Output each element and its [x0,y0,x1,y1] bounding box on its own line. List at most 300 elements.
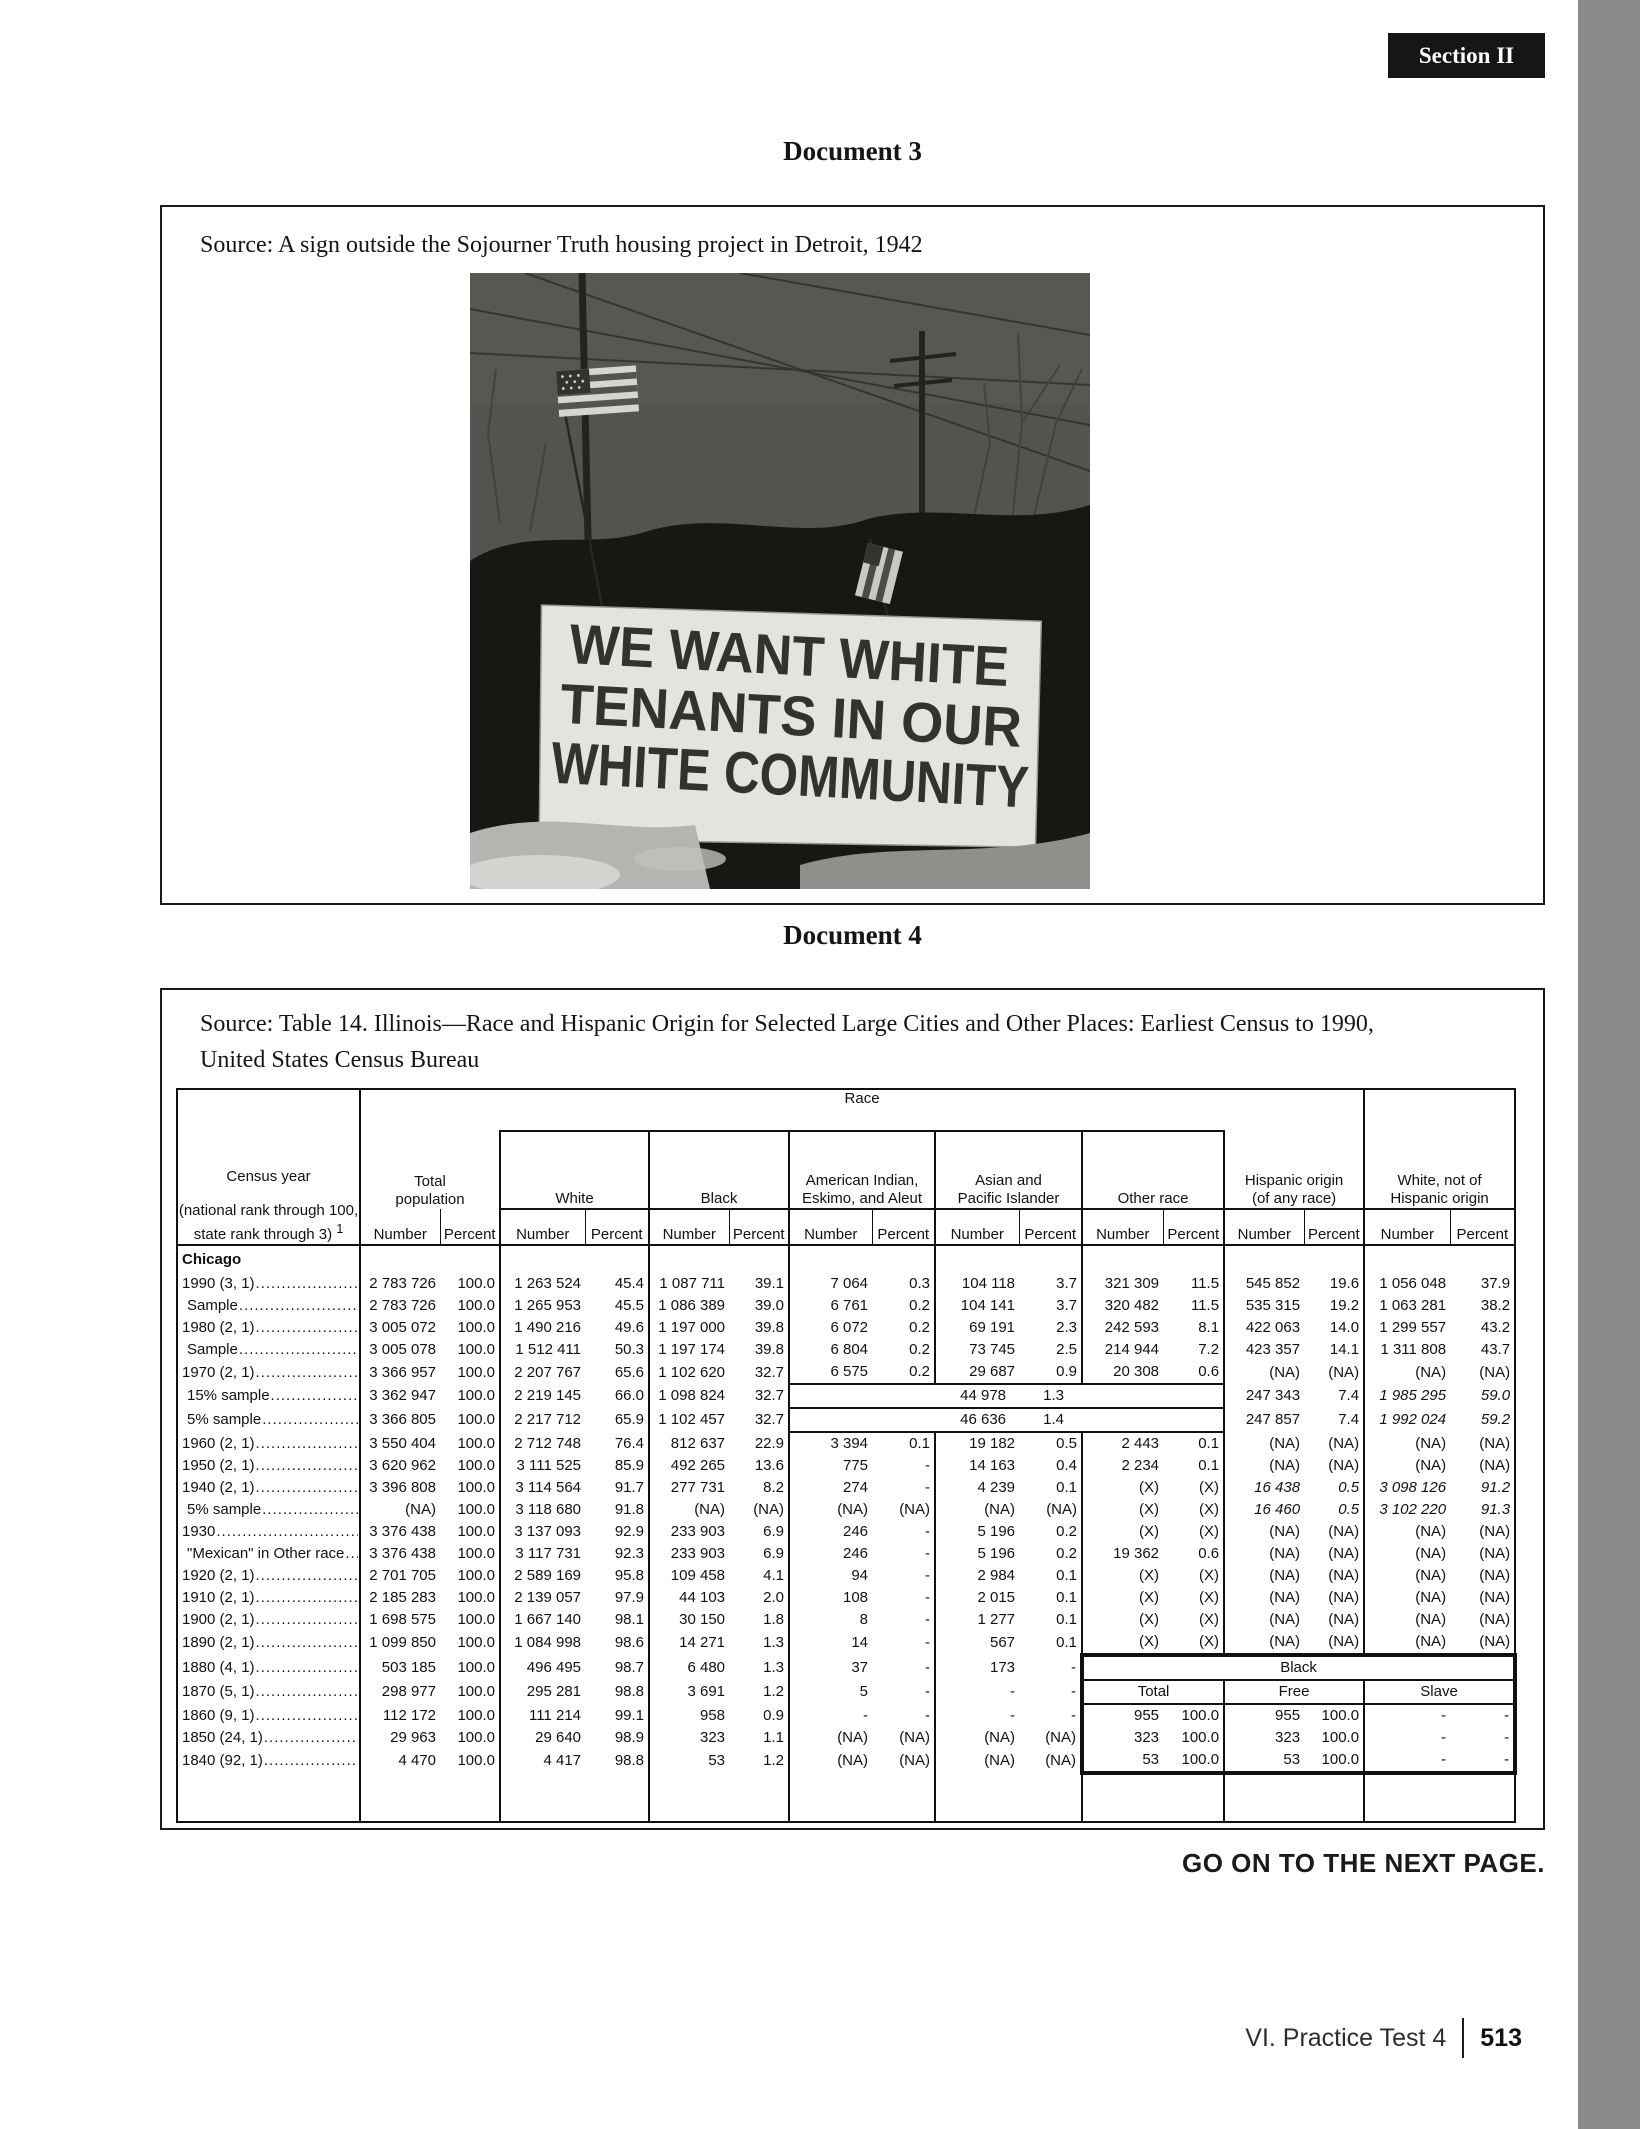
row-label-text: 1990 (3, 1) [182,1275,255,1292]
value-cell: - [925,1658,931,1676]
group-label: American Indian, [805,1172,919,1189]
dot-leader [256,1681,358,1703]
value-cell: 492 265 [649,1455,729,1477]
housing-sign-photo [470,273,1090,889]
dot-leader [262,1499,358,1521]
value-cell: 19.6 [1329,1275,1360,1292]
value-cell: - [925,1683,931,1700]
empty-cell [649,1773,789,1822]
value-cell: 3 117 731 [500,1543,585,1565]
row-label-text: 1900 (2, 1) [182,1611,255,1628]
group-label: Hispanic origin [1244,1172,1344,1189]
percent-header: Percent [1163,1209,1224,1245]
percent-header: Percent [585,1209,649,1245]
value-cell: 214 944 [1082,1339,1163,1361]
value-cell: 98.7 [614,1658,645,1676]
value-cell: 323 [649,1727,729,1749]
table-row [177,1499,1515,1521]
value-cell: 3.7 [1056,1275,1078,1292]
sign-line-2: TENANTS IN OUR [558,671,936,755]
value-cell: 111 214 [500,1704,585,1727]
black-subtable-value-cell: 955 [1082,1704,1163,1727]
merged-number: 44 978 [960,1387,1007,1404]
value-cell: 3 366 805 [360,1408,440,1432]
value-cell: 13.6 [754,1457,785,1474]
row-label-text: Sample [187,1341,238,1358]
value-cell: (X) [1199,1589,1220,1606]
black-subtable-value-cell: - [1450,1704,1515,1727]
value-cell: 320 482 [1082,1295,1163,1317]
value-cell: (X) [1199,1611,1220,1628]
value-cell: 5 196 [935,1543,1019,1565]
value-cell: 100.0 [457,1457,496,1474]
value-cell: 14.0 [1329,1319,1360,1336]
value-cell: - [935,1704,1019,1727]
row-label [177,1245,360,1273]
value-cell: 1 265 953 [500,1295,585,1317]
value-cell: 0.2 [909,1341,931,1358]
value-cell: 0.1 [909,1435,931,1452]
value-cell: 0.5 [1338,1501,1360,1518]
value-cell: (NA) [1479,1589,1511,1606]
value-cell: 1 698 575 [360,1609,440,1631]
table-row [177,1727,1515,1749]
value-cell: 1.2 [763,1683,785,1700]
row-label-inner [182,1499,359,1521]
row-label [177,1317,360,1339]
value-cell: 0.1 [1198,1435,1220,1452]
percent-header: Percent [872,1209,935,1245]
value-cell: 3 376 438 [360,1521,440,1543]
value-cell: (NA) [1224,1432,1304,1455]
us-flag-icon [556,365,639,416]
document4-box [160,988,1545,1830]
value-cell: 2 185 283 [360,1587,440,1609]
value-cell: 92.9 [614,1523,645,1540]
value-cell: 1 512 411 [500,1339,585,1361]
value-cell: 1 311 808 [1364,1339,1450,1361]
table-row [177,1631,1515,1655]
document3-box [160,205,1545,905]
value-cell: 100.0 [457,1567,496,1584]
row-label-text: 15% sample [187,1387,270,1404]
value-cell: (NA) [360,1499,440,1521]
value-cell: - [925,1523,931,1540]
document3-title: Document 3 [783,136,922,166]
row-label [177,1408,360,1432]
value-cell: 32.7 [754,1363,785,1381]
value-cell: (NA) [1224,1543,1304,1565]
row-label-inner [182,1433,359,1455]
row-label [177,1521,360,1543]
value-cell: 14 271 [649,1631,729,1655]
value-cell: 2 712 748 [500,1432,585,1455]
value-cell: (X) [1082,1477,1163,1499]
value-cell: 535 315 [1224,1295,1304,1317]
value-cell: 7.4 [1338,1411,1360,1428]
row-label-text: Sample [187,1297,238,1314]
value-cell: (X) [1082,1609,1163,1631]
value-cell: 0.2 [1056,1523,1078,1540]
row-label-text: 1930 [182,1523,216,1540]
value-cell: 95.8 [614,1567,645,1584]
table-row [177,1749,1515,1773]
value-cell: (NA) [1328,1633,1360,1650]
merged-cell [789,1408,1224,1432]
group-label: Eskimo, and Aleut [801,1190,923,1207]
value-cell: 246 [789,1521,872,1543]
value-cell: 22.9 [754,1434,785,1452]
value-cell: 16 438 [1224,1477,1304,1499]
value-cell: 3 005 078 [360,1339,440,1361]
percent-header: Percent [440,1209,500,1245]
value-cell: 104 141 [935,1295,1019,1317]
value-cell: 3 366 957 [360,1361,440,1384]
row-label-text: 1940 (2, 1) [182,1479,255,1496]
value-cell: 1 098 824 [649,1384,729,1408]
value-cell: 1 102 457 [649,1408,729,1432]
value-cell: 3 005 072 [360,1317,440,1339]
value-cell: (NA) [1479,1611,1511,1628]
row-label-inner [182,1339,359,1361]
value-cell: 65.6 [614,1363,645,1381]
row-label [177,1631,360,1655]
row-label-inner [182,1295,359,1317]
value-cell: 4 470 [360,1749,440,1773]
table-row [177,1704,1515,1727]
value-cell: 100.0 [457,1545,496,1562]
value-cell: 100.0 [457,1297,496,1314]
group-label: Pacific Islander [957,1190,1060,1207]
census-year-label: Census year [226,1168,311,1185]
group-label: Hispanic origin [1390,1190,1489,1207]
value-cell: (X) [1199,1633,1220,1650]
row-label [177,1680,360,1704]
census-rank-text: state rank through 3) [193,1226,333,1243]
black-subtable-value-cell: 100.0 [1163,1749,1224,1773]
value-cell: 100.0 [457,1752,496,1769]
value-cell [1019,1245,1082,1273]
page-footer [560,2018,1522,2058]
value-cell: (NA) [899,1501,931,1518]
value-cell: 30 150 [649,1609,729,1631]
merged-cell [789,1384,1224,1408]
value-cell: 1 063 281 [1364,1295,1450,1317]
value-cell: 100.0 [457,1411,496,1428]
value-cell: 4.1 [763,1567,785,1584]
value-cell: 53 [649,1749,729,1773]
row-label-text: 1970 (2, 1) [182,1363,255,1381]
value-cell: 3.7 [1056,1297,1078,1314]
value-cell: - [925,1457,931,1474]
value-cell [1163,1245,1224,1273]
value-cell [729,1245,789,1273]
value-cell: 422 063 [1224,1317,1304,1339]
value-cell: 3 114 564 [500,1477,585,1499]
value-cell: 2 207 767 [500,1361,585,1384]
value-cell [585,1245,649,1273]
value-cell: 1 277 [935,1609,1019,1631]
empty-cell [789,1773,935,1822]
value-cell: 59.0 [1480,1387,1511,1404]
value-cell: 69 191 [935,1317,1019,1339]
value-cell: (NA) [1224,1631,1304,1655]
row-label-inner [182,1609,359,1631]
number-header: Number [500,1209,585,1245]
row-label-inner [182,1565,359,1587]
value-cell: (NA) [1224,1609,1304,1631]
dot-leader [216,1521,358,1543]
row-label-text: Chicago [182,1251,242,1268]
value-cell: 91.8 [614,1501,645,1518]
dot-leader [345,1543,358,1565]
value-cell: (X) [1082,1587,1163,1609]
value-cell: (X) [1082,1565,1163,1587]
row-label-text: 1860 (9, 1) [182,1706,255,1724]
value-cell: 1 197 000 [649,1317,729,1339]
number-header: Number [789,1209,872,1245]
black-subtable-value-cell: 53 [1224,1749,1304,1773]
row-label [177,1477,360,1499]
table-row [177,1361,1515,1384]
value-cell: 49.6 [614,1319,645,1336]
value-cell: 19.2 [1329,1297,1360,1314]
row-label [177,1499,360,1521]
value-cell: 100.0 [457,1319,496,1336]
value-cell: 50.3 [614,1341,645,1358]
group-label: White, not of [1397,1172,1482,1189]
row-label-text: 1840 (92, 1) [182,1752,263,1769]
table-row [177,1273,1515,1295]
value-cell: 39.0 [754,1297,785,1314]
value-cell: 98.8 [614,1752,645,1769]
footer-chapter-label: VI. Practice Test 4 [1245,2023,1447,2052]
value-cell: 2 589 169 [500,1565,585,1587]
race-header: Race [500,1089,1224,1131]
black-subtable-value-cell: 323 [1082,1727,1163,1749]
value-cell: 0.5 [1056,1435,1078,1452]
value-cell [1304,1245,1364,1273]
row-label [177,1295,360,1317]
value-cell: 39.1 [754,1275,785,1292]
value-cell: 29 963 [360,1727,440,1749]
value-cell: 0.1 [1198,1457,1220,1474]
value-cell: 45.4 [614,1275,645,1292]
value-cell: (NA) [1328,1457,1360,1474]
value-cell: 1 667 140 [500,1609,585,1631]
row-label-text: 1980 (2, 1) [182,1319,255,1336]
row-label-text: 1920 (2, 1) [182,1567,255,1584]
value-cell: (NA) [1224,1521,1304,1543]
table-header-row-race [177,1089,1515,1131]
value-cell: 0.3 [909,1275,931,1292]
value-cell: (NA) [1479,1523,1511,1540]
census-rank-label-2 [178,1220,359,1244]
value-cell: 7.2 [1198,1341,1220,1358]
value-cell: 1.3 [763,1634,785,1651]
value-cell: 1 056 048 [1364,1273,1450,1295]
value-cell: (NA) [1224,1455,1304,1477]
value-cell: (NA) [1479,1457,1511,1474]
go-on-instruction: GO ON TO THE NEXT PAGE. [1181,1848,1545,1878]
value-cell: (NA) [1479,1633,1511,1650]
row-label-inner [182,1273,359,1295]
value-cell: (NA) [1364,1631,1450,1655]
census-rank-label-1: (national rank through 100, [178,1202,359,1219]
value-cell: (NA) [1328,1523,1360,1540]
value-cell: 1 197 174 [649,1339,729,1361]
value-cell: 100.0 [457,1611,496,1628]
empty-cell [500,1773,649,1822]
value-cell: 4 417 [500,1749,585,1773]
value-cell: 6 804 [789,1339,872,1361]
table-row [177,1609,1515,1631]
value-cell: 0.2 [909,1297,931,1314]
row-label-inner [182,1657,359,1679]
value-cell: 2 443 [1082,1432,1163,1455]
value-cell: 98.9 [614,1729,645,1746]
value-cell: 958 [649,1704,729,1727]
value-cell: 45.5 [614,1297,645,1314]
value-cell: 100.0 [457,1434,496,1452]
value-cell: 100.0 [457,1729,496,1746]
value-cell: 0.6 [1198,1363,1220,1380]
value-cell: 100.0 [457,1501,496,1518]
value-cell: 2 701 705 [360,1565,440,1587]
value-cell: 0.5 [1338,1479,1360,1496]
value-cell: - [1071,1706,1077,1724]
value-cell: (NA) [1045,1729,1077,1746]
group-label: Total [414,1173,446,1190]
row-label-text: 5% sample [187,1501,262,1518]
row-label-text: 1890 (2, 1) [182,1634,255,1651]
row-label [177,1339,360,1361]
value-cell: 98.1 [614,1611,645,1628]
value-cell: 0.6 [1198,1545,1220,1562]
value-cell: 3 362 947 [360,1384,440,1408]
footer-page-number: 513 [1480,2023,1522,2052]
value-cell: 100.0 [457,1523,496,1540]
value-cell: 39.8 [754,1341,785,1358]
value-cell: (NA) [1328,1363,1360,1381]
value-cell: 14.1 [1329,1341,1360,1358]
empty-cell [1224,1773,1364,1822]
value-cell [649,1245,729,1273]
row-label-text: 1950 (2, 1) [182,1457,255,1474]
value-cell: (NA) [1224,1565,1304,1587]
value-cell: (NA) [1224,1587,1304,1609]
value-cell: (NA) [1479,1363,1511,1381]
value-cell: 1.1 [763,1729,785,1746]
table-row [177,1477,1515,1499]
row-label-text: 1870 (5, 1) [182,1683,255,1700]
table-row [177,1339,1515,1361]
value-cell [789,1245,872,1273]
value-cell: 100.0 [457,1634,496,1651]
value-cell: 233 903 [649,1521,729,1543]
value-cell: (NA) [789,1727,872,1749]
value-cell: 29 687 [935,1361,1019,1384]
value-cell: (NA) [1364,1455,1450,1477]
row-label-inner [182,1681,359,1703]
value-cell: 98.8 [614,1683,645,1700]
dot-leader [256,1362,358,1384]
page-edge-gray-strip [1578,0,1640,2129]
value-cell: 3 102 220 [1364,1499,1450,1521]
table-row [177,1317,1515,1339]
snow-patch-4 [634,847,726,871]
value-cell: (NA) [1046,1501,1078,1518]
empty-cell [360,1773,500,1822]
table-row [177,1565,1515,1587]
value-cell: 94 [789,1565,872,1587]
value-cell: 100.0 [457,1589,496,1606]
table-row [177,1245,1515,1273]
value-cell: 11.5 [1190,1297,1220,1314]
value-cell: 91.7 [614,1479,645,1496]
value-cell: 3 550 404 [360,1432,440,1455]
value-cell: 0.9 [1056,1363,1078,1380]
value-cell: 2.0 [763,1589,785,1606]
value-cell: 66.0 [614,1387,645,1404]
value-cell: 2 219 145 [500,1384,585,1408]
row-label-inner [182,1477,359,1499]
value-cell: 0.1 [1056,1634,1078,1651]
merged-percent: 1.4 [1043,1411,1065,1428]
table-row [177,1408,1515,1432]
group-header-black [649,1131,789,1209]
census-table [176,1088,1517,1823]
value-cell: 4 239 [935,1477,1019,1499]
value-cell: 812 637 [649,1432,729,1455]
value-cell: (X) [1199,1479,1220,1496]
value-cell [500,1245,585,1273]
table-row [177,1384,1515,1408]
black-subtable-value-cell: 53 [1082,1749,1163,1773]
value-cell: 1 086 389 [649,1295,729,1317]
value-cell [440,1245,500,1273]
black-subtable-value-cell: - [1364,1749,1450,1773]
value-cell: - [925,1589,931,1606]
table-row [177,1455,1515,1477]
black-subtable-value-cell: - [1450,1749,1515,1773]
table-row [177,1543,1515,1565]
number-header: Number [649,1209,729,1245]
value-cell: 503 185 [360,1655,440,1680]
table-row [177,1432,1515,1455]
value-cell: (NA) [1045,1752,1077,1769]
document4-source [200,1006,1510,1078]
value-cell: 233 903 [649,1543,729,1565]
dot-leader [256,1705,358,1727]
table-row [177,1680,1515,1704]
value-cell: (NA) [789,1749,872,1773]
dot-leader [256,1317,358,1339]
table-row [177,1521,1515,1543]
value-cell: 6.9 [763,1523,785,1540]
row-label-inner [182,1455,359,1477]
census-year-header [177,1089,360,1245]
value-cell: 100.0 [457,1275,496,1292]
row-label [177,1749,360,1773]
row-label [177,1773,360,1822]
value-cell: 1 087 711 [649,1273,729,1295]
row-label [177,1609,360,1631]
value-cell: - [925,1545,931,1562]
value-cell: 2 217 712 [500,1408,585,1432]
row-label [177,1384,360,1408]
row-label [177,1361,360,1384]
